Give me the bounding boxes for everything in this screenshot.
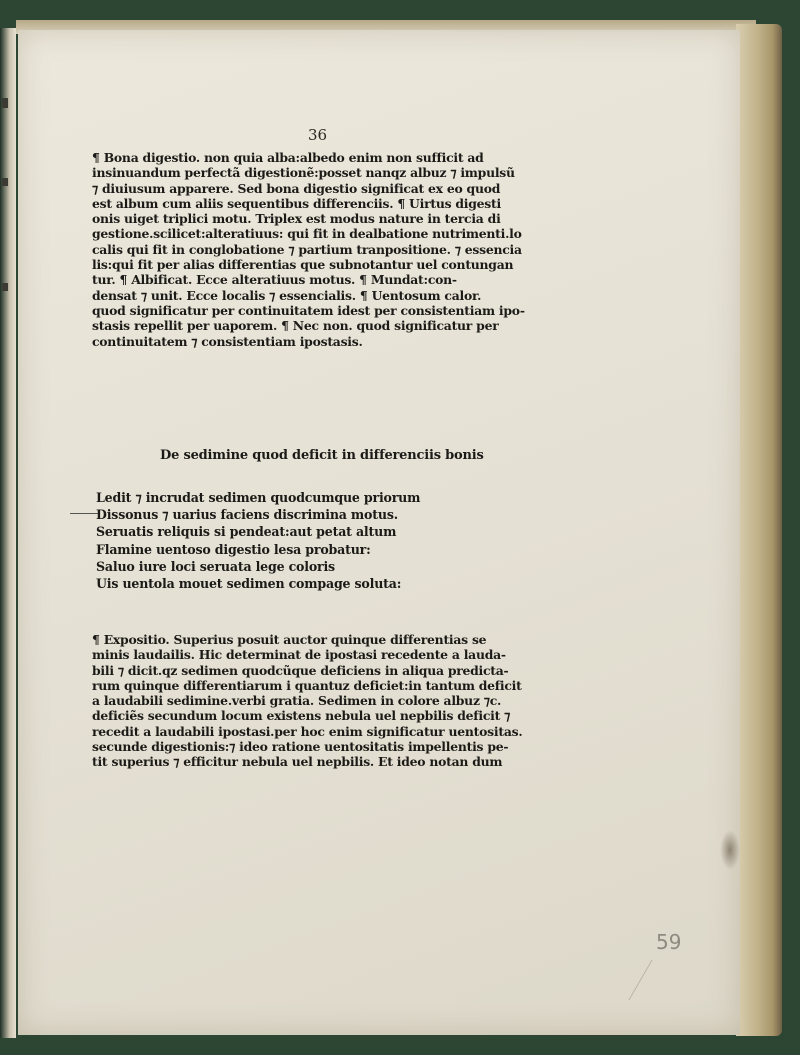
verse-line: Uis uentola mouet sedimen compage soluta: (96, 575, 402, 591)
text-line: continuitatem ⁊ consistentiam ipostasis. (92, 333, 363, 349)
commentary-line: minis laudailis. Hic determinat de ipostasi recedente a lauda‑ (92, 647, 506, 663)
text-line: ¶ Bona digestio. non quia alba:albedo enim non sufficit ad (92, 150, 484, 165)
text-line: ⁊ diuiusum apparere. Sed bona digestio significat ex eo quod (92, 180, 501, 196)
folio-number: 36 (308, 126, 328, 144)
text-line: tur. ¶ Albificat. Ecce alteratiuus motus. ¶ Mundat:con‑ (92, 272, 457, 288)
text-line: est album cum aliis sequentibus differenciis. ¶ Uirtus digesti (92, 195, 501, 211)
text-line: gestione.scilicet:alteratiuus: qui fit in dealbatione nutrimenti.lo (92, 226, 522, 242)
commentary-block (92, 632, 552, 770)
main-text-block (92, 150, 552, 349)
section-heading: De sedimine quod deficit in differenciis bonis (160, 448, 484, 463)
commentary-line: a laudabili sedimine.verbi gratia. Sedimen in colore albuz ⁊c. (92, 693, 502, 709)
left-page-spine (0, 28, 16, 1038)
text-line: insinuandum perfectã digestionẽ:posset nanqz albuz ⁊ impulsũ (92, 165, 515, 181)
text-line: onis uiget triplici motu. Triplex est modus nature in tercia di (92, 211, 501, 227)
text-line: calis qui fit in conglobatione ⁊ partium tranpositione. ⁊ essencia (92, 241, 522, 257)
verse-line: Saluo iure loci seruata lege coloris (96, 558, 335, 574)
commentary-line: ¶ Expositio. Superius posuit auctor quinque differentias se (92, 632, 487, 647)
commentary-line: tit superius ⁊ efficitur nebula uel nepbilis. Et ideo notan dum (92, 754, 503, 770)
commentary-line: deficiẽs secundum locum existens nebula uel nepbilis deficit ⁊ (92, 708, 511, 724)
text-line: quod significatur per continuitatem idest per consistentiam ipo‑ (92, 302, 525, 318)
verse-line: Seruatis reliquis si pendeat:aut petat altum (96, 524, 397, 540)
commentary-line: bili ⁊ dicit.qz sedimen quodcũque deficiens in aliqua predicta‑ (92, 662, 509, 678)
commentary-line: recedit a laudabili ipostasi.per hoc enim significatur uentositas. (92, 723, 523, 739)
verse-line: Dissonus ⁊ uarius faciens discrimina motus. (96, 507, 398, 523)
commentary-line: secunde digestionis:⁊ ideo ratione uentositatis impellentis pe‑ (92, 739, 509, 755)
commentary-line: rum quinque differentiarum i quantuz deficiet:in tantum deficit (92, 677, 522, 693)
page-fore-edge (736, 24, 782, 1036)
text-line: lis:qui fit per alias differentias que subnotantur uel contungan (92, 257, 514, 273)
verse-block (96, 489, 420, 592)
text-line: densat ⁊ unit. Ecce localis ⁊ essencialis. ¶ Uentosum calor. (92, 287, 482, 303)
verse-line: Flamine uentoso digestio lesa probatur: (96, 541, 371, 557)
paper-stain (720, 830, 740, 870)
verse-line: Ledit ⁊ incrudat sedimen quodcumque priorum (96, 490, 421, 505)
text-line: stasis repellit per uaporem. ¶ Nec non. quod significatur per (92, 318, 499, 334)
pencil-page-note: 59 (656, 930, 682, 954)
